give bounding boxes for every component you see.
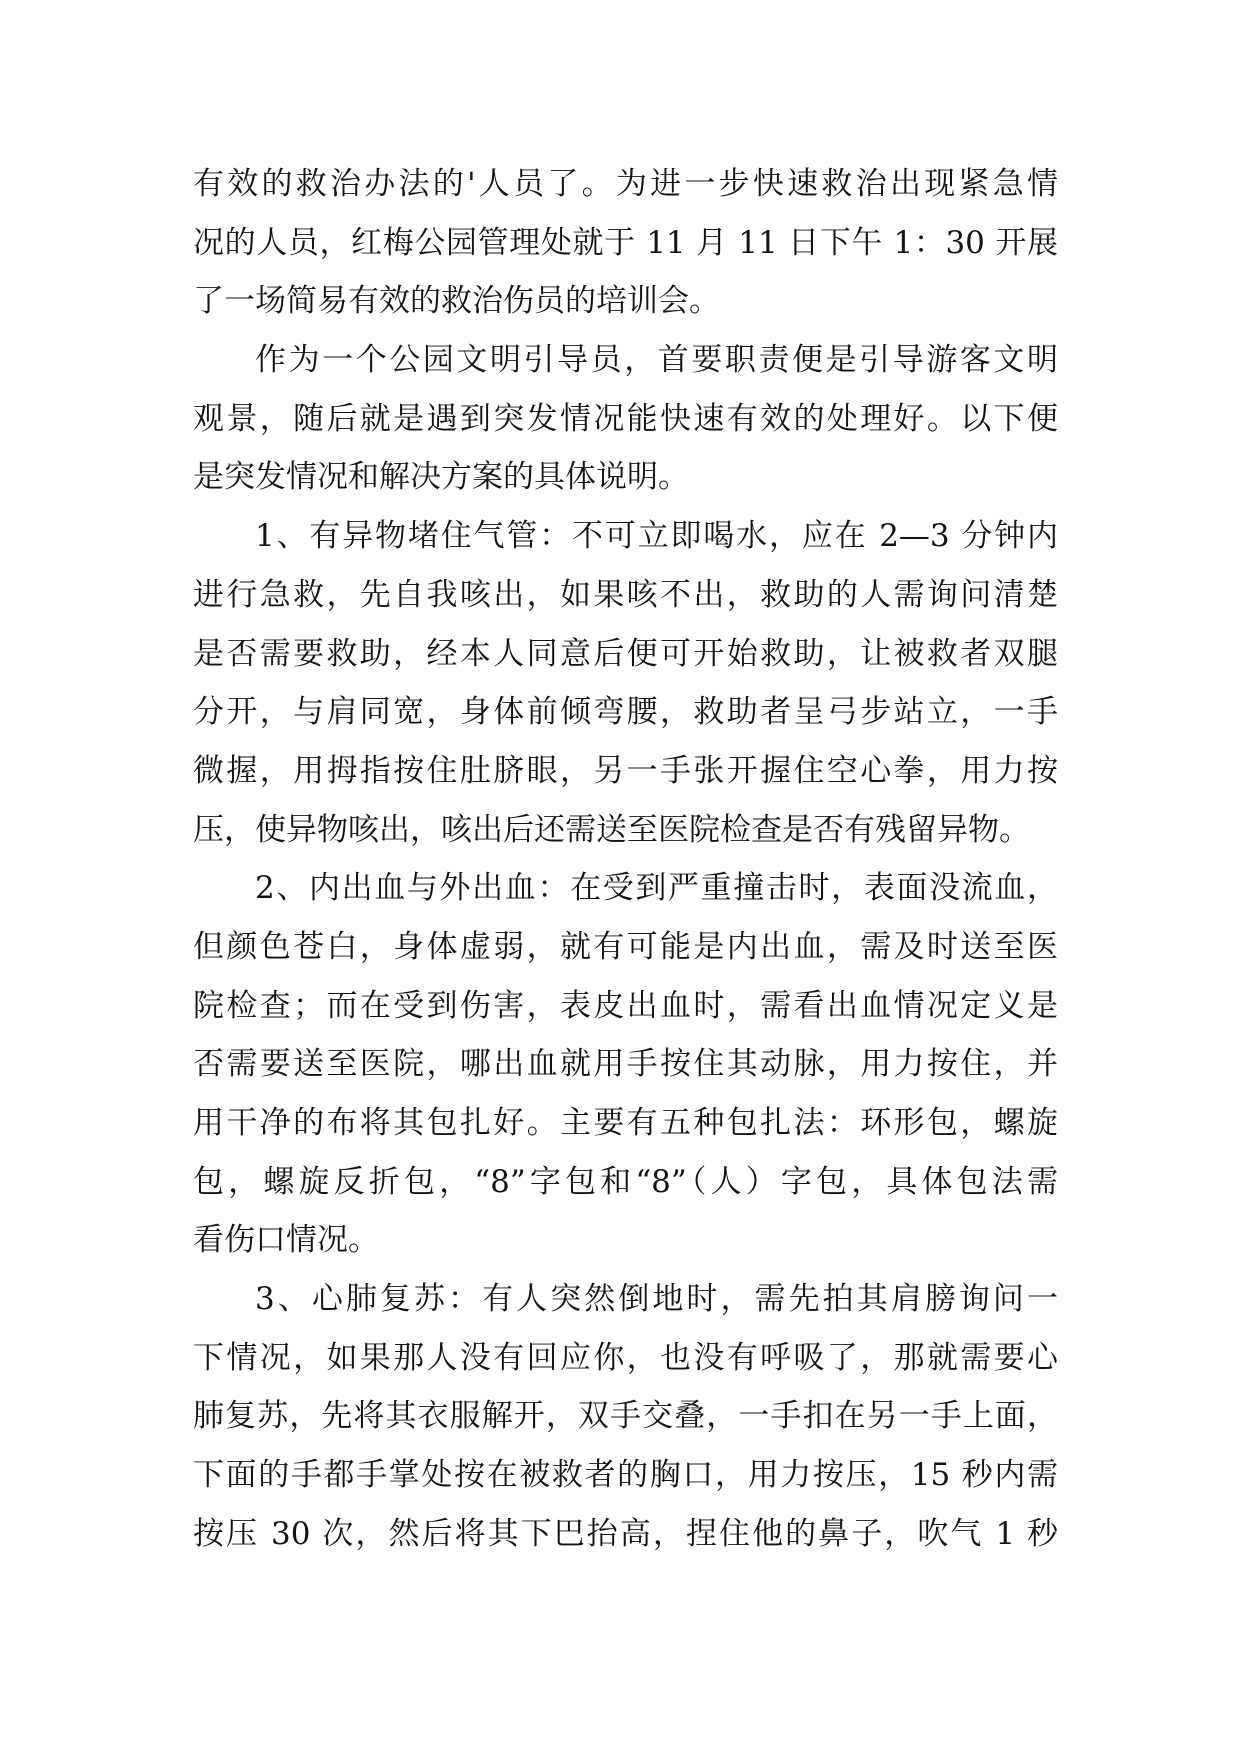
text-line: 压，使异物咳出，咳出后还需送至医院检查是否有残留异物。 — [193, 811, 1030, 848]
text-line: 进行急救，先自我咳出，如果咳不出，救助的人需询问清楚 — [193, 576, 1058, 613]
text-line: 1、有异物堵住气管：不可立即喝水，应在 2—3 分钟内 — [255, 518, 1058, 555]
text-line: 作为一个公园文明引导员，首要职责便是引导游客文明 — [255, 342, 1058, 379]
text-line: 下面的手都手掌处按在被救者的胸口，用力按压，15 秒内需 — [193, 1457, 1058, 1494]
text-line: 是突发情况和解决方案的具体说明。 — [193, 459, 689, 496]
text-line: 观景，随后就是遇到突发情况能快速有效的处理好。以下便 — [193, 400, 1058, 437]
text-line: 有效的救治办法的'人员了。为进一步快速救治出现紧急情 — [193, 166, 1058, 202]
text-line: 肺复苏，先将其衣服解开，双手交叠，一手扣在另一手上面， — [193, 1398, 1058, 1435]
paragraph — [193, 155, 1058, 331]
paragraph — [193, 1270, 1058, 1563]
text-line: 是否需要救助，经本人同意后便可开始救助，让被救者双腿 — [193, 635, 1058, 672]
text-line: 用干净的布将其包扎好。主要有五种包扎法：环形包，螺旋 — [193, 1105, 1058, 1141]
text-line: 了一场简易有效的救治伤员的培训会。 — [193, 283, 720, 320]
text-line: 下情况，如果那人没有回应你，也没有呼吸了，那就需要心 — [193, 1339, 1058, 1376]
text-line: 但颜色苍白，身体虚弱，就有可能是内出血，需及时送至医 — [193, 928, 1058, 965]
text-line: 微握，用拇指按住肚脐眼，另一手张开握住空心拳，用力按 — [193, 752, 1058, 789]
text-line: 包，螺旋反折包，“8”字包和“8”（人）字包，具体包法需 — [193, 1163, 1058, 1200]
paragraph — [193, 331, 1058, 507]
text-line: 院检查；而在受到伤害，表皮出血时，需看出血情况定义是 — [193, 987, 1058, 1024]
text-line: 分开，与肩同宽，身体前倾弯腰，救助者呈弓步站立，一手 — [193, 694, 1058, 731]
text-line: 看伤口情况。 — [193, 1222, 379, 1259]
text-line: 否需要送至医院，哪出血就用手按住其动脉，用力按住，并 — [193, 1046, 1058, 1083]
text-line: 2、内出血与外出血：在受到严重撞击时，表面没流血， — [255, 870, 1058, 907]
document-body — [193, 155, 1058, 1564]
text-line: 3、心肺复苏：有人突然倒地时，需先拍其肩膀询问一 — [255, 1281, 1058, 1318]
text-line: 况的人员，红梅公园管理处就于 11 月 11 日下午 1：30 开展 — [193, 224, 1058, 261]
paragraph — [193, 507, 1058, 859]
paragraph — [193, 859, 1058, 1270]
text-line: 按压 30 次，然后将其下巴抬高，捏住他的鼻子，吹气 1 秒 — [193, 1515, 1058, 1552]
